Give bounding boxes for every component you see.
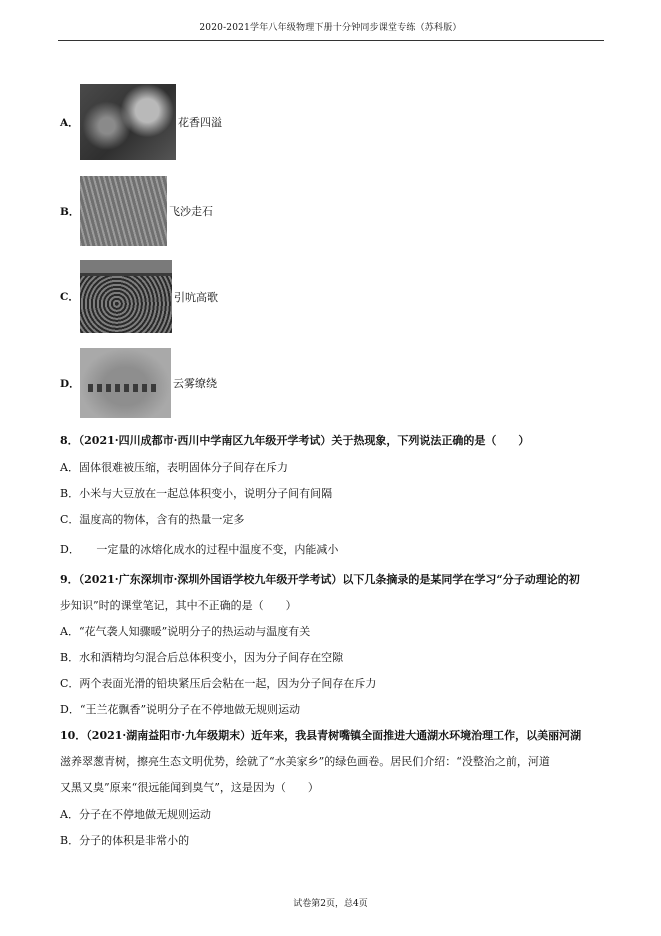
option-caption: 花香四溢 (178, 116, 222, 129)
option-d-photo (80, 348, 171, 418)
q8-option-c[interactable]: C．温度高的物体，含有的热量一定多 (60, 513, 245, 526)
option-c[interactable] (60, 260, 218, 333)
q9-stem-line2: 步知识”时的课堂笔记，其中不正确的是（ ） (60, 599, 297, 612)
q10-stem-line1: 10．（2021·湖南益阳市·九年级期末）近年来，我县青树嘴镇全面推进大通湖水环境治理工作，以美丽河湖 (60, 729, 582, 742)
q10-option-a[interactable]: A．分子在不停地做无规则运动 (60, 808, 211, 821)
q10-stem-line3: 又黑又臭”原来“很远能闻到臭气”，这是因为（ ） (60, 781, 319, 794)
option-letter: C． (60, 291, 79, 303)
q9-option-c[interactable]: C．两个表面光滑的铅块紧压后会粘在一起，因为分子间存在斥力 (60, 677, 377, 690)
page-footer: 试卷第2页，总4页 (293, 899, 368, 909)
page-header: 2020-2021学年八年级物理下册十分钟同步课堂专练（苏科版） (199, 23, 462, 33)
option-b[interactable] (60, 176, 213, 246)
q9-option-a[interactable]: A．“花气袭人知骤暖”说明分子的热运动与温度有关 (60, 625, 311, 638)
q8-option-d[interactable]: D． 一定量的冰熔化成水的过程中温度不变，内能减小 (60, 543, 339, 556)
q8-stem: 8．（2021·四川成都市·西川中学南区九年级开学考试）关于热现象，下列说法正确的是（ ） (60, 434, 530, 447)
option-letter: B． (60, 205, 80, 218)
option-d[interactable] (60, 348, 217, 418)
header-divider (58, 40, 604, 41)
option-a-photo (80, 84, 176, 160)
q10-option-b[interactable]: B．分子的体积是非常小的 (60, 834, 190, 847)
option-letter: A． (60, 116, 79, 129)
q9-option-b[interactable]: B．水和酒精均匀混合后总体积变小，因为分子间存在空隙 (60, 651, 344, 664)
q8-option-a[interactable]: A．固体很难被压缩，表明固体分子间存在斥力 (60, 461, 288, 474)
q10-stem-line2: 滋养翠葱青树，擦亮生态文明优势，绘就了“水美家乡”的绿色画卷。居民们介绍：“没整治之前，河道 (60, 755, 550, 768)
q9-stem-line1: 9．（2021·广东深圳市·深圳外国语学校九年级开学考试）以下几条摘录的是某同学在学习“分子动理论的初 (60, 573, 580, 586)
option-caption: 飞沙走石 (169, 205, 213, 218)
q8-option-b[interactable]: B．小米与大豆放在一起总体积变小，说明分子间有间隔 (60, 487, 333, 500)
option-a[interactable] (60, 84, 222, 160)
q9-option-d[interactable]: D．“王兰花飘香”说明分子在不停地做无规则运动 (60, 703, 301, 716)
option-caption: 引吭高歌 (174, 290, 218, 304)
option-c-photo (80, 260, 172, 333)
option-letter: D． (60, 377, 80, 390)
option-caption: 云雾缭绕 (173, 377, 217, 390)
option-b-photo (80, 176, 167, 246)
